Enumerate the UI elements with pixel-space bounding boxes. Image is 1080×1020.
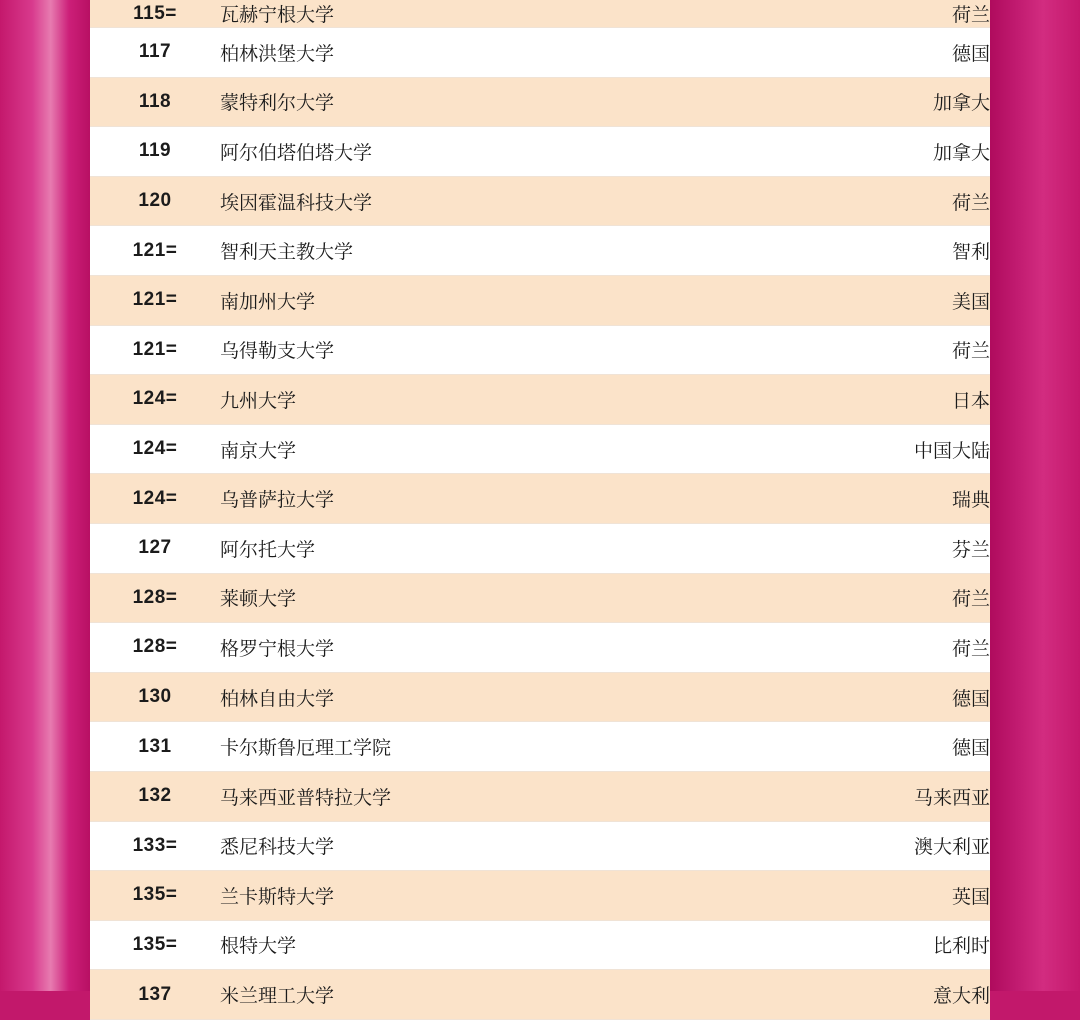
cell-country: 荷兰: [780, 0, 990, 28]
cell-country: 比利时: [780, 920, 990, 970]
cell-country: 英国: [780, 871, 990, 921]
cell-country: 德国: [780, 722, 990, 772]
table-row: [90, 127, 990, 177]
cell-country: 中国大陆: [780, 424, 990, 474]
cell-rank: 128=: [90, 573, 220, 623]
watermark-cn-text: 启德留学: [463, 429, 736, 503]
cell-country: 荷兰: [780, 573, 990, 623]
table-row: [90, 325, 990, 375]
cell-rank: 132: [90, 771, 220, 821]
cell-university-name: 柏林洪堡大学: [220, 28, 780, 78]
cell-university-name: 阿尔托大学: [220, 523, 780, 573]
table-row: [90, 920, 990, 970]
cell-country: 德国: [780, 672, 990, 722]
cell-country: 荷兰: [780, 325, 990, 375]
cell-rank: 121=: [90, 275, 220, 325]
table-row: [90, 375, 990, 425]
cell-country: 智利: [780, 226, 990, 276]
cell-university-name: 埃因霍温科技大学: [220, 176, 780, 226]
cell-university-name: 九州大学: [220, 375, 780, 425]
cell-rank: 135=: [90, 920, 220, 970]
table-row: [90, 77, 990, 127]
watermark-en-text: EIC EDUCATION: [332, 528, 748, 576]
cell-rank: 118: [90, 77, 220, 127]
cell-rank: 119: [90, 127, 220, 177]
cell-rank: 137: [90, 970, 220, 1020]
ranking-table-container: [90, 0, 990, 1008]
cell-country: 美国: [780, 275, 990, 325]
cell-university-name: 柏林自由大学: [220, 672, 780, 722]
cell-university-name: 智利天主教大学: [220, 226, 780, 276]
table-row: [90, 28, 990, 78]
table-row: [90, 424, 990, 474]
table-row: [90, 771, 990, 821]
table-row: [90, 871, 990, 921]
cell-university-name: 南京大学: [220, 424, 780, 474]
cell-country: 意大利: [780, 970, 990, 1020]
cell-university-name: 卡尔斯鲁厄理工学院: [220, 722, 780, 772]
table-row: [90, 176, 990, 226]
table-row: [90, 573, 990, 623]
cell-rank: 130: [90, 672, 220, 722]
cell-country: 澳大利亚: [780, 821, 990, 871]
cell-rank: 124=: [90, 424, 220, 474]
cell-university-name: 乌得勒支大学: [220, 325, 780, 375]
cell-country: 荷兰: [780, 176, 990, 226]
cell-country: 德国: [780, 28, 990, 78]
cell-country: 芬兰: [780, 523, 990, 573]
cell-rank: 127: [90, 523, 220, 573]
cell-rank: 128=: [90, 623, 220, 673]
cell-rank: 121=: [90, 325, 220, 375]
cell-rank: 120: [90, 176, 220, 226]
table-row: [90, 672, 990, 722]
cell-rank: 135=: [90, 871, 220, 921]
cell-university-name: 莱顿大学: [220, 573, 780, 623]
cell-university-name: 南加州大学: [220, 275, 780, 325]
cell-rank: 115=: [90, 0, 220, 28]
table-row: [90, 623, 990, 673]
decorative-right-gradient: [988, 0, 1080, 991]
cell-rank: 124=: [90, 375, 220, 425]
cell-rank: 133=: [90, 821, 220, 871]
table-row: [90, 226, 990, 276]
table-row: [90, 474, 990, 524]
university-ranking-table: [90, 0, 990, 1020]
decorative-left-gradient: [0, 0, 92, 991]
cell-country: 加拿大: [780, 77, 990, 127]
cell-country: 荷兰: [780, 623, 990, 673]
cell-university-name: 米兰理工大学: [220, 970, 780, 1020]
cell-university-name: 瓦赫宁根大学: [220, 0, 780, 28]
table-row: [90, 970, 990, 1020]
cell-university-name: 格罗宁根大学: [220, 623, 780, 673]
table-row: [90, 275, 990, 325]
cell-country: 加拿大: [780, 127, 990, 177]
cell-university-name: 蒙特利尔大学: [220, 77, 780, 127]
cell-rank: 131: [90, 722, 220, 772]
cell-university-name: 兰卡斯特大学: [220, 871, 780, 921]
table-row: [90, 821, 990, 871]
cell-university-name: 马来西亚普特拉大学: [220, 771, 780, 821]
cell-country: 瑞典: [780, 474, 990, 524]
cell-rank: 121=: [90, 226, 220, 276]
cell-university-name: 乌普萨拉大学: [220, 474, 780, 524]
cell-country: 马来西亚: [780, 771, 990, 821]
cell-university-name: 根特大学: [220, 920, 780, 970]
table-row: [90, 523, 990, 573]
cell-rank: 124=: [90, 474, 220, 524]
cell-university-name: 悉尼科技大学: [220, 821, 780, 871]
cell-rank: 117: [90, 28, 220, 78]
table-row: [90, 722, 990, 772]
table-row: [90, 0, 990, 28]
cell-university-name: 阿尔伯塔伯塔大学: [220, 127, 780, 177]
cell-country: 日本: [780, 375, 990, 425]
